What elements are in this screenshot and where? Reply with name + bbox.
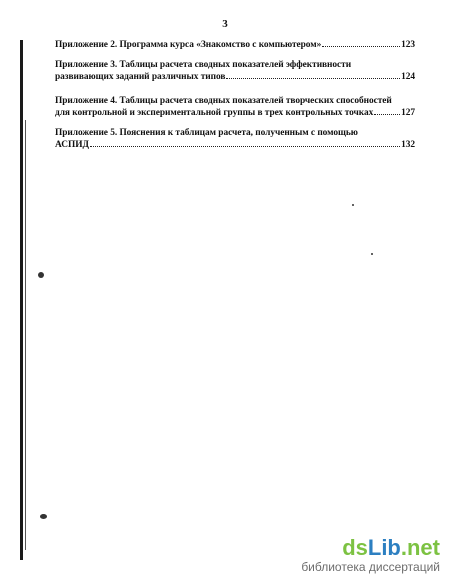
dot-leader (90, 146, 400, 147)
dot-leader (374, 114, 400, 115)
toc-entry-appendix-4 (55, 96, 415, 119)
toc-entry-title: Приложение 5. Пояснения к таблицам расчета, полученным с помощью (55, 128, 358, 138)
dslib-watermark (301, 536, 440, 574)
dot-leader (226, 78, 400, 79)
scan-artifact (371, 253, 373, 255)
binding-edge-shadow (25, 120, 26, 550)
toc-entry-title: Приложение 3. Таблицы расчета сводных показателей эффективности (55, 60, 352, 70)
dslib-logo: dsLib.net (342, 535, 440, 560)
toc-page-number: 132 (401, 139, 415, 150)
binding-edge (20, 40, 23, 560)
toc-entry-appendix-2 (55, 40, 415, 52)
scan-artifact (352, 204, 354, 206)
toc-entry-title: Приложение 2. Программа курса «Знакомство с компьютером» (55, 40, 322, 50)
scan-artifact (38, 272, 44, 278)
dot-leader (322, 46, 400, 47)
toc-page-number: 127 (401, 107, 415, 118)
toc-entry-title-cont: для контрольной и экспериментальной группы в трех контрольных точках (55, 107, 374, 118)
toc-entry-title-cont: АСПИД (55, 139, 89, 150)
scan-artifact (40, 514, 47, 519)
toc-entry-title: Приложение 4. Таблицы расчета сводных показателей творческих способностей (55, 96, 392, 106)
toc-entry-appendix-5 (55, 128, 415, 151)
toc-page-number: 123 (401, 40, 415, 50)
toc-page-number: 124 (401, 71, 415, 82)
watermark-subtitle: библиотека диссертаций (301, 560, 440, 574)
toc-entry-title-cont: развивающих заданий различных типов (55, 71, 226, 82)
page-number: 3 (222, 18, 228, 30)
toc-entry-appendix-3 (55, 60, 415, 83)
